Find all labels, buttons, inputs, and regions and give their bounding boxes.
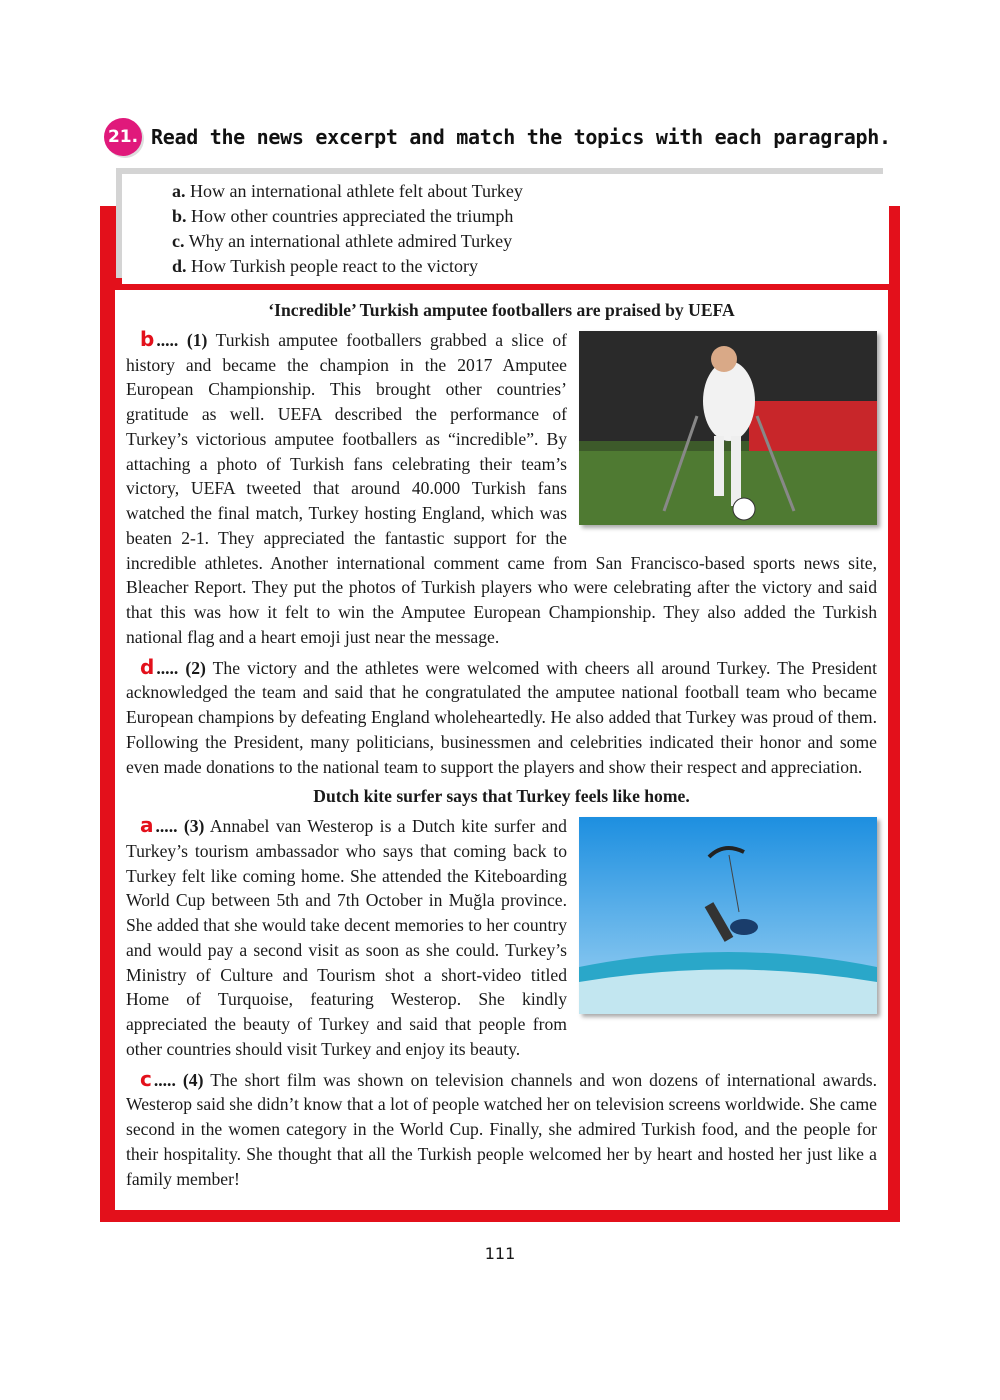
headline-2: Dutch kite surfer says that Turkey feels like home. bbox=[313, 786, 690, 807]
question-number-badge: 21. bbox=[104, 118, 142, 156]
topic-item: a. How an international athlete felt about Turkey bbox=[172, 181, 523, 201]
paragraph-4: c ..... (4) The short film was shown on television channels and won dozens of international awards. Westerop said she didn’t know that a lot of people watched her on television screens worldwide. She came second in the women category in the World Cup. Finally, she admired Turkish food, and the people for their hospitality. She thought that all the Turkish people welcomed her by heart and hosted her just like a family member! bbox=[126, 1066, 877, 1189]
topic-item: c. Why an international athlete admired Turkey bbox=[172, 231, 513, 251]
question-header bbox=[104, 118, 891, 156]
answer-mark-4: c bbox=[140, 1066, 152, 1091]
paragraph-3: a ..... (3) Annabel van Westerop is a Dutch kite surfer and Turkey’s tourism ambassador who says that coming back to Turkey felt like coming home. She attended the Kiteboarding World Cup between 5th and 7th October in Muğla province. She added that she would take decent memories to her country and would pay a second visit as soon as she could. Turkey’s Ministry of Culture and Tourism shot a short-video titled Home of Turquoise, featuring Westerop. She kindly appreciated the beauty of Turkey and said that people from other countries should visit Turkey and enjoy its beauty. bbox=[126, 813, 877, 1062]
answer-mark-2: d bbox=[140, 654, 155, 679]
answer-mark-3: a bbox=[140, 813, 154, 837]
topic-item: d. How Turkish people react to the victory bbox=[172, 256, 478, 276]
headline-1: ‘Incredible’ Turkish amputee footballers are praised by UEFA bbox=[268, 300, 735, 320]
question-instruction: Read the news excerpt and match the topics with each paragraph. bbox=[151, 125, 891, 149]
topic-item: b. How other countries appreciated the triumph bbox=[172, 206, 514, 226]
kite-surfer-photo bbox=[579, 817, 877, 1014]
paragraph-2: d ..... (2) The victory and the athletes were welcomed with cheers all around Turkey. The President acknowledged the team and said that he congratulated the amputee national football team who became European champions by defeating England wholeheartedly. He also added that Turkey was proud of them. Following the President, many politicians, businessmen and celebrities indicated their honor and some even made donations to the national team to support the players and show their respect and appreciation. bbox=[126, 654, 877, 777]
topics-box bbox=[122, 174, 889, 284]
paragraph-1: b ..... (1) Turkish amputee footballers grabbed a slice of history and became the champion in the 2017 Amputee European Championship. This brought other countries’ gratitude as well. UEFA described the performance of Turkey’s victorious amputee footballers as “incredible”. By attaching a photo of Turkish fans celebrating their team’s victory, UEFA tweeted that around 40.000 Turkish fans watched the final match, Turkey hosting England, which was beaten 2-1. They appreciated the fantastic support for the incredible athletes. Another international comment came from San Francisco-based sports news site, Bleacher Report. They put the photos of Turkish players who were celebrating after the victory and said that this was how it felt to win the Amputee European Championship. They also added the Turkish national flag and a heart emoji just near the message. bbox=[126, 326, 877, 647]
page-number: 111 bbox=[484, 1244, 516, 1264]
red-frame bbox=[100, 206, 900, 1222]
article-box bbox=[115, 290, 888, 1210]
answer-mark-1: b bbox=[140, 326, 155, 351]
amputee-footballer-photo bbox=[579, 331, 877, 525]
